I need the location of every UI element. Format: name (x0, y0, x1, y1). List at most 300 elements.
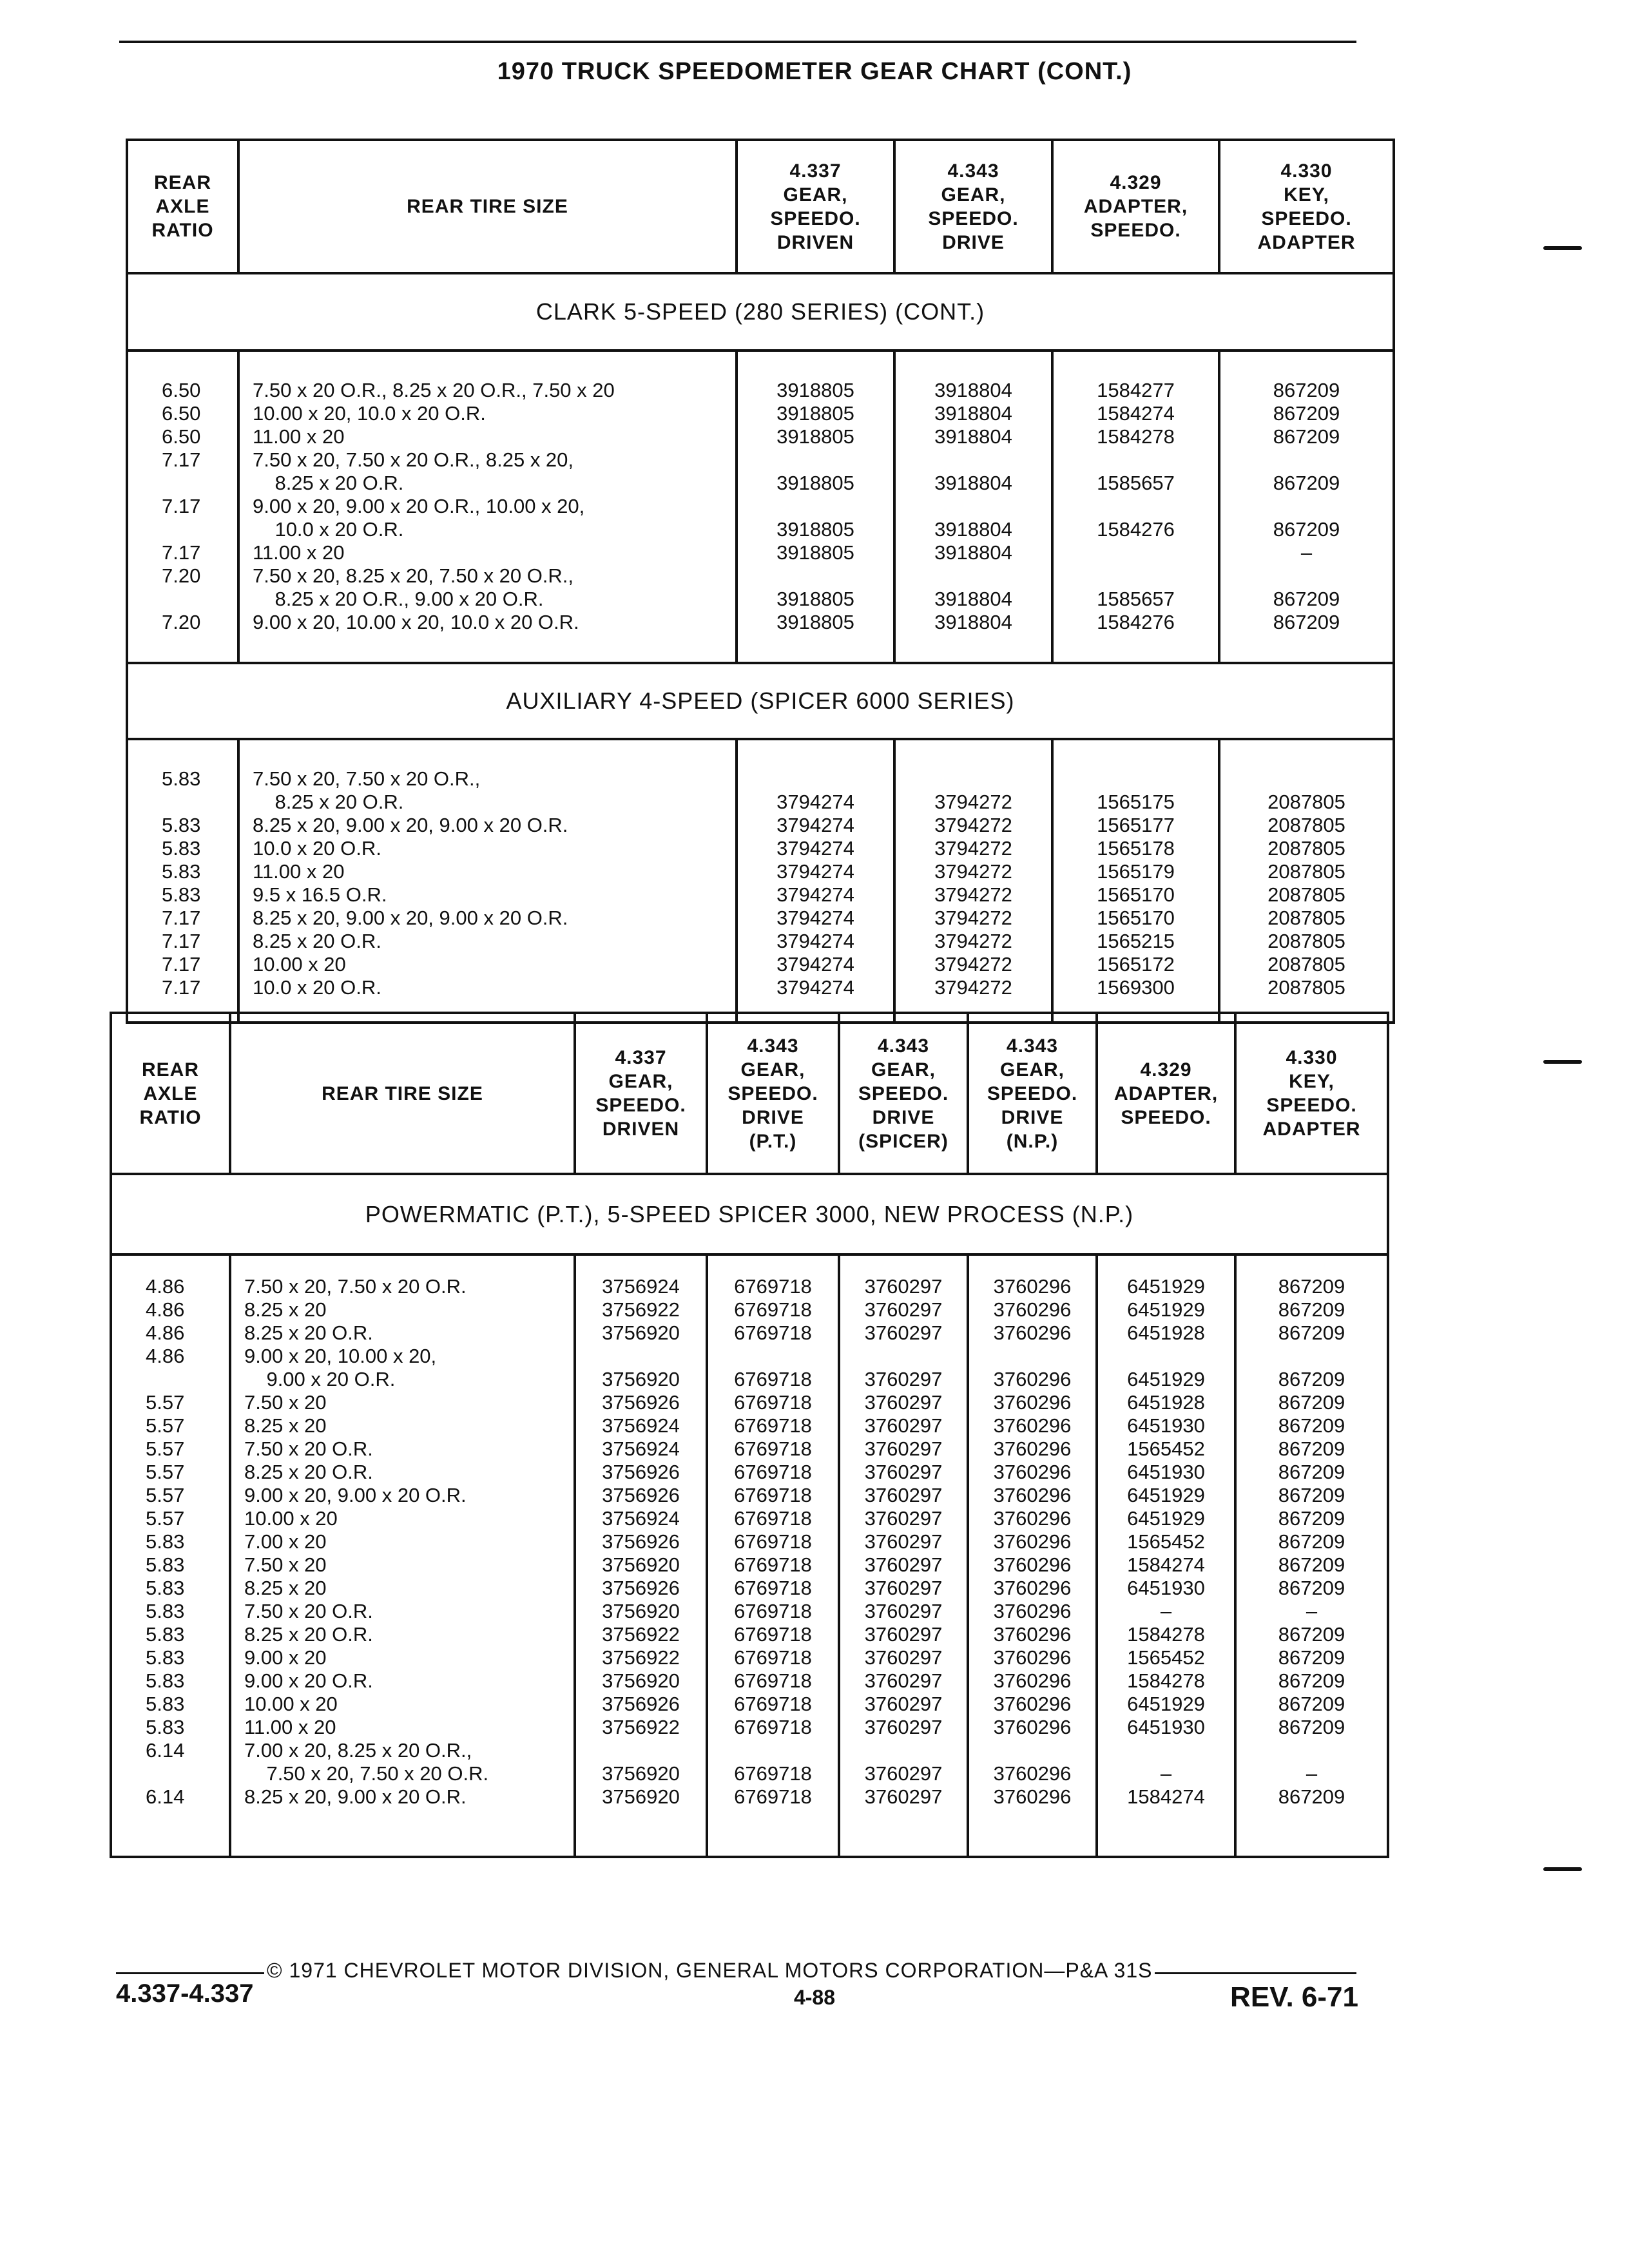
axle-ratio-cell: 5.83 (162, 837, 201, 860)
column-np (968, 1254, 1097, 1857)
part-number-cell: 3794274 (776, 907, 854, 929)
part-number-cell: 1585657 (1097, 472, 1175, 494)
part-number-cell: 3918804 (934, 472, 1012, 494)
part-number-cell: 3760297 (864, 1646, 943, 1669)
section-body-clark (127, 351, 1394, 663)
header-line: ADAPTER (1262, 1119, 1361, 1140)
part-number-cell: 1565170 (1097, 907, 1175, 929)
part-number-cell: – (1306, 1600, 1318, 1622)
part-number-cell: 867209 (1278, 1461, 1345, 1483)
axle-ratio-cell: 5.83 (146, 1646, 185, 1669)
part-number-cell: 3918804 (934, 541, 1012, 564)
header-line: KEY, (1289, 1071, 1335, 1092)
part-number-cell: 867209 (1278, 1577, 1345, 1599)
part-number-cell: 2087805 (1268, 837, 1345, 860)
part-number-cell: 3794272 (934, 953, 1012, 975)
column-adapter (1052, 739, 1219, 1023)
part-number-cell: 867209 (1273, 472, 1340, 494)
axle-ratio-cell: 5.83 (162, 814, 201, 836)
part-number-cell: 3756926 (602, 1484, 680, 1506)
part-number-cell: 867209 (1278, 1368, 1345, 1390)
part-number-cell: 3918804 (934, 588, 1012, 610)
part-number-cell: 3760297 (864, 1484, 943, 1506)
header-rear-tire-size (230, 1013, 575, 1174)
part-number-cell: 3760297 (864, 1762, 943, 1785)
header-line: SPEEDO. (1266, 1095, 1357, 1116)
axle-ratio-cell: 5.83 (146, 1530, 185, 1553)
footer-page-number: 4-88 (793, 1986, 836, 2009)
header-line: 4.343 (1006, 1035, 1059, 1057)
part-number-cell: 6451930 (1127, 1577, 1205, 1599)
part-number-cell: 3756922 (602, 1646, 680, 1669)
part-number-cell: 3760297 (864, 1669, 943, 1692)
binder-mark (1543, 246, 1582, 250)
header-rear-axle-ratio (127, 140, 238, 273)
part-number-cell: 6769718 (734, 1391, 812, 1414)
footer-section-number: 4.337-4.337 (116, 1979, 254, 2008)
part-number-cell: 6769718 (734, 1716, 812, 1738)
header-line: AXLE (143, 1082, 198, 1104)
part-number-cell: 3760296 (993, 1577, 1072, 1599)
part-number-cell: 3794274 (776, 953, 854, 975)
tire-size-cell: 11.00 x 20 (253, 860, 345, 883)
part-number-cell: 3760297 (864, 1321, 943, 1344)
part-number-cell: 3760297 (864, 1507, 943, 1530)
part-number-cell: 3760297 (864, 1577, 943, 1599)
part-number-cell: 6769718 (734, 1553, 812, 1576)
part-number-cell: 3794274 (776, 930, 854, 952)
part-number-cell: 3760297 (864, 1693, 943, 1715)
axle-ratio-cell: 4.86 (146, 1298, 185, 1321)
tire-size-cell: 8.25 x 20 O.R. (253, 472, 404, 494)
speedo-gear-table-powermatic (110, 1012, 1389, 1858)
part-number-cell: 1585657 (1097, 588, 1175, 610)
part-number-cell: 2087805 (1268, 883, 1345, 906)
axle-ratio-cell: 4.86 (146, 1321, 185, 1344)
axle-ratio-cell: 4.86 (146, 1275, 185, 1298)
tire-size-cell: 7.50 x 20, 7.50 x 20 O.R., (253, 767, 481, 790)
part-number-cell: 3756926 (602, 1577, 680, 1599)
part-number-cell: 867209 (1278, 1693, 1345, 1715)
part-number-cell: 3760296 (993, 1368, 1072, 1390)
part-number-cell: 6769718 (734, 1461, 812, 1483)
header-line: SPEEDO. (595, 1095, 686, 1116)
column-tire (238, 739, 737, 1023)
part-number-cell: 6451930 (1127, 1716, 1205, 1738)
axle-ratio-cell: 7.17 (162, 541, 201, 564)
part-number-cell: 6451929 (1127, 1484, 1205, 1506)
tire-size-cell: 10.0 x 20 O.R. (253, 518, 404, 541)
part-number-cell: 6451928 (1127, 1391, 1205, 1414)
header-line: 4.337 (615, 1047, 667, 1068)
axle-ratio-cell: 5.57 (146, 1391, 185, 1414)
header-gear-speedo-driven (575, 1013, 707, 1174)
part-number-cell: 3760297 (864, 1553, 943, 1576)
part-number-cell: 867209 (1273, 588, 1340, 610)
header-line: GEAR, (783, 184, 848, 206)
part-number-cell: 6451928 (1127, 1321, 1205, 1344)
part-number-cell: 3756920 (602, 1321, 680, 1344)
section-title-auxiliary: AUXILIARY 4-SPEED (SPICER 6000 SERIES) (127, 663, 1394, 739)
part-number-cell: 1584278 (1127, 1623, 1205, 1646)
part-number-cell: 3760297 (864, 1623, 943, 1646)
axle-ratio-cell: 5.83 (146, 1553, 185, 1576)
header-line: AXLE (155, 196, 210, 217)
tire-size-cell: 7.50 x 20 (244, 1391, 327, 1414)
part-number-cell: 1565175 (1097, 791, 1175, 813)
part-number-cell: 867209 (1278, 1321, 1345, 1344)
axle-ratio-cell: 5.83 (146, 1600, 185, 1622)
header-adapter-speedo (1097, 1013, 1235, 1174)
part-number-cell: 3760296 (993, 1298, 1072, 1321)
part-number-cell: 3918804 (934, 611, 1012, 633)
part-number-cell: 6769718 (734, 1669, 812, 1692)
tire-size-cell: 11.00 x 20 (253, 541, 345, 564)
part-number-cell: 3760296 (993, 1785, 1072, 1808)
part-number-cell: – (1160, 1600, 1172, 1622)
axle-ratio-cell: 5.57 (146, 1437, 185, 1460)
footer-copyright: © 1971 CHEVROLET MOTOR DIVISION, GENERAL MOTORS CORPORATION—P&A 31S (264, 1959, 1155, 1983)
part-number-cell: 3760296 (993, 1693, 1072, 1715)
part-number-cell: 3760296 (993, 1553, 1072, 1576)
header-line: (N.P.) (1006, 1130, 1059, 1152)
part-number-cell: 867209 (1273, 425, 1340, 448)
header-gear-speedo-drive-spicer (839, 1013, 968, 1174)
part-number-cell: 3760297 (864, 1437, 943, 1460)
header-line: REAR (153, 172, 211, 193)
header-rear-tire-size (238, 140, 737, 273)
part-number-cell: 3760297 (864, 1600, 943, 1622)
part-number-cell: 3918805 (776, 588, 854, 610)
axle-ratio-cell: 6.50 (162, 425, 201, 448)
part-number-cell: 3756920 (602, 1368, 680, 1390)
section-title-powermatic: POWERMATIC (P.T.), 5-SPEED SPICER 3000, NEW PROCESS (N.P.) (111, 1174, 1388, 1254)
tire-size-cell: 9.00 x 20 O.R. (244, 1669, 373, 1692)
binder-mark (1543, 1867, 1582, 1871)
part-number-cell: 3794274 (776, 814, 854, 836)
part-number-cell: 1565172 (1097, 953, 1175, 975)
header-rear-axle-ratio (111, 1013, 230, 1174)
header-line: SPEEDO. (928, 207, 1019, 229)
part-number-cell: 3794272 (934, 860, 1012, 883)
tire-size-cell: 7.50 x 20, 7.50 x 20 O.R., 8.25 x 20, (253, 448, 574, 471)
header-line: (P.T.) (749, 1130, 797, 1152)
part-number-cell: 6769718 (734, 1484, 812, 1506)
header-line: ADAPTER, (1083, 196, 1188, 217)
axle-ratio-cell: 5.83 (162, 767, 201, 790)
part-number-cell: 6769718 (734, 1600, 812, 1622)
part-number-cell: 6769718 (734, 1530, 812, 1553)
header-line: DRIVEN (776, 231, 854, 253)
part-number-cell: 3756922 (602, 1298, 680, 1321)
part-number-cell: 6451929 (1127, 1298, 1205, 1321)
tire-size-cell: 7.50 x 20, 7.50 x 20 O.R. (244, 1762, 489, 1785)
part-number-cell: 1565452 (1127, 1646, 1205, 1669)
tire-size-cell: 9.00 x 20 (244, 1646, 327, 1669)
part-number-cell: 3794272 (934, 976, 1012, 999)
page-title: 1970 TRUCK SPEEDOMETER GEAR CHART (CONT.) (497, 58, 1132, 85)
table1-header-row (127, 140, 1394, 273)
part-number-cell: 1584276 (1097, 518, 1175, 541)
part-number-cell: 3756924 (602, 1414, 680, 1437)
header-line: KEY, (1284, 184, 1329, 206)
part-number-cell: 3918805 (776, 425, 854, 448)
part-number-cell (1054, 541, 1218, 564)
part-number-cell: 3760297 (864, 1368, 943, 1390)
part-number-cell: 1565178 (1097, 837, 1175, 860)
header-line: DRIVE (942, 231, 1005, 253)
axle-ratio-cell: 7.17 (162, 448, 201, 471)
part-number-cell: 6451929 (1127, 1693, 1205, 1715)
part-number-cell: 1565215 (1097, 930, 1175, 952)
part-number-cell: 3756920 (602, 1600, 680, 1622)
part-number-cell: 3756926 (602, 1461, 680, 1483)
part-number-cell: 6769718 (734, 1437, 812, 1460)
tire-size-cell: 9.00 x 20, 10.00 x 20, (244, 1345, 437, 1367)
part-number-cell: 3760296 (993, 1507, 1072, 1530)
part-number-cell: 867209 (1278, 1391, 1345, 1414)
part-number-cell: 3760296 (993, 1275, 1072, 1298)
part-number-cell: 1565179 (1097, 860, 1175, 883)
tire-size-cell: 9.00 x 20 O.R. (244, 1368, 396, 1390)
tire-size-cell: 11.00 x 20 (253, 425, 345, 448)
part-number-cell: 3760296 (993, 1461, 1072, 1483)
header-line: RATIO (151, 220, 214, 241)
axle-ratio-cell: 5.83 (146, 1693, 185, 1715)
part-number-cell: 867209 (1273, 518, 1340, 541)
column-driven (575, 1254, 707, 1857)
part-number-cell: 3760296 (993, 1716, 1072, 1738)
part-number-cell: 3760297 (864, 1530, 943, 1553)
header-line: REAR TIRE SIZE (322, 1082, 483, 1104)
part-number-cell: 3760296 (993, 1623, 1072, 1646)
tire-size-cell: 7.50 x 20 O.R. (244, 1437, 373, 1460)
part-number-cell: 3756920 (602, 1785, 680, 1808)
tire-size-cell: 11.00 x 20 (244, 1716, 336, 1738)
part-number-cell: 1584276 (1097, 611, 1175, 633)
axle-ratio-cell: 5.83 (162, 860, 201, 883)
header-line: 4.329 (1140, 1059, 1192, 1081)
part-number-cell: 3760297 (864, 1461, 943, 1483)
column-ratio (127, 351, 238, 663)
part-number-cell: 3918805 (776, 379, 854, 401)
part-number-cell: 3760297 (864, 1298, 943, 1321)
part-number-cell: 6769718 (734, 1762, 812, 1785)
tire-size-cell: 8.25 x 20, 9.00 x 20, 9.00 x 20 O.R. (253, 814, 568, 836)
header-line: SPEEDO. (987, 1082, 1078, 1104)
part-number-cell: 3760296 (993, 1437, 1072, 1460)
tire-size-cell: 8.25 x 20, 9.00 x 20, 9.00 x 20 O.R. (253, 907, 568, 929)
part-number-cell: 3794274 (776, 860, 854, 883)
tire-size-cell: 8.25 x 20 O.R. (244, 1461, 373, 1483)
part-number-cell: 867209 (1278, 1785, 1345, 1808)
tire-size-cell: 8.25 x 20, 9.00 x 20 O.R. (244, 1785, 467, 1808)
column-spicer (839, 1254, 968, 1857)
part-number-cell: 867209 (1278, 1646, 1345, 1669)
column-drive (894, 739, 1052, 1023)
column-ratio (111, 1254, 230, 1857)
tire-size-cell: 7.50 x 20 O.R., 8.25 x 20 O.R., 7.50 x 20 (253, 379, 615, 401)
speedo-gear-table-clark-aux (126, 139, 1395, 1024)
part-number-cell: 2087805 (1268, 860, 1345, 883)
header-line: GEAR, (999, 1059, 1065, 1081)
axle-ratio-cell: 5.83 (146, 1716, 185, 1738)
part-number-cell: 3760296 (993, 1646, 1072, 1669)
part-number-cell: 3756924 (602, 1507, 680, 1530)
tire-size-cell: 8.25 x 20 O.R. (253, 791, 404, 813)
axle-ratio-cell: 5.83 (146, 1577, 185, 1599)
footer-revision: REV. 6-71 (1230, 1981, 1358, 2013)
header-line: RATIO (139, 1106, 202, 1128)
header-line: (SPICER) (858, 1130, 949, 1152)
part-number-cell: 1584274 (1097, 402, 1175, 425)
part-number-cell: 1569300 (1097, 976, 1175, 999)
part-number-cell: 867209 (1278, 1530, 1345, 1553)
column-key (1235, 1254, 1388, 1857)
part-number-cell: 3760297 (864, 1716, 943, 1738)
header-line: DRIVEN (602, 1119, 680, 1140)
header-line: DRIVE (742, 1106, 804, 1128)
section-body-powermatic (111, 1254, 1388, 1857)
header-line: GEAR, (941, 184, 1006, 206)
part-number-cell: 3760297 (864, 1414, 943, 1437)
header-line: SPEEDO. (770, 207, 861, 229)
header-line: 4.330 (1280, 160, 1333, 182)
part-number-cell: 3918805 (776, 402, 854, 425)
part-number-cell: 6451929 (1127, 1507, 1205, 1530)
header-gear-speedo-drive-pt (707, 1013, 839, 1174)
part-number-cell: 3760296 (993, 1391, 1072, 1414)
part-number-cell: 6769718 (734, 1414, 812, 1437)
header-line: DRIVE (1001, 1106, 1064, 1128)
top-rule (119, 41, 1356, 43)
part-number-cell: 6769718 (734, 1368, 812, 1390)
part-number-cell: 3756926 (602, 1530, 680, 1553)
part-number-cell: 3756922 (602, 1716, 680, 1738)
part-number-cell: 867209 (1278, 1553, 1345, 1576)
part-number-cell: 3760296 (993, 1414, 1072, 1437)
part-number-cell: 6451930 (1127, 1461, 1205, 1483)
axle-ratio-cell: 7.17 (162, 930, 201, 952)
part-number-cell: 3760296 (993, 1321, 1072, 1344)
tire-size-cell: 10.0 x 20 O.R. (253, 837, 381, 860)
part-number-cell: 2087805 (1268, 953, 1345, 975)
axle-ratio-cell: 5.57 (146, 1461, 185, 1483)
part-number-cell: 3794274 (776, 837, 854, 860)
part-number-cell: 2087805 (1268, 907, 1345, 929)
header-line: SPEEDO. (1261, 207, 1352, 229)
part-number-cell: 1584277 (1097, 379, 1175, 401)
part-number-cell: 1565177 (1097, 814, 1175, 836)
axle-ratio-cell: 4.86 (146, 1345, 185, 1367)
axle-ratio-cell: 7.17 (162, 976, 201, 999)
header-line: GEAR, (608, 1071, 673, 1092)
part-number-cell: 3794272 (934, 907, 1012, 929)
part-number-cell: 3794272 (934, 791, 1012, 813)
part-number-cell: 6769718 (734, 1623, 812, 1646)
part-number-cell: 3756920 (602, 1553, 680, 1576)
section-title-clark: CLARK 5-SPEED (280 SERIES) (CONT.) (127, 273, 1394, 351)
part-number-cell: 867209 (1278, 1623, 1345, 1646)
header-gear-speedo-driven (737, 140, 894, 273)
axle-ratio-cell: 7.17 (162, 907, 201, 929)
tire-size-cell: 7.50 x 20, 8.25 x 20, 7.50 x 20 O.R., (253, 564, 574, 587)
part-number-cell: 2087805 (1268, 791, 1345, 813)
header-key-speedo-adapter (1235, 1013, 1388, 1174)
header-line: SPEEDO. (858, 1082, 949, 1104)
part-number-cell: 2087805 (1268, 814, 1345, 836)
part-number-cell: 3794272 (934, 930, 1012, 952)
part-number-cell: 3756924 (602, 1275, 680, 1298)
part-number-cell: 3756922 (602, 1623, 680, 1646)
axle-ratio-cell: 6.14 (146, 1785, 185, 1808)
part-number-cell: 3794274 (776, 976, 854, 999)
column-ratio (127, 739, 238, 1023)
tire-size-cell: 9.5 x 16.5 O.R. (253, 883, 387, 906)
part-number-cell: 867209 (1278, 1669, 1345, 1692)
part-number-cell: 3760296 (993, 1530, 1072, 1553)
column-pt (707, 1254, 839, 1857)
part-number-cell: 6769718 (734, 1577, 812, 1599)
header-line: GEAR, (740, 1059, 805, 1081)
tire-size-cell: 10.0 x 20 O.R. (253, 976, 381, 999)
tire-size-cell: 8.25 x 20 O.R. (244, 1321, 373, 1344)
part-number-cell: 3760296 (993, 1669, 1072, 1692)
part-number-cell: 6769718 (734, 1275, 812, 1298)
part-number-cell: 3760297 (864, 1275, 943, 1298)
tire-size-cell: 7.50 x 20, 7.50 x 20 O.R. (244, 1275, 467, 1298)
tire-size-cell: 9.00 x 20, 10.00 x 20, 10.0 x 20 O.R. (253, 611, 579, 633)
header-line: SPEEDO. (728, 1082, 818, 1104)
tire-size-cell: 8.25 x 20 O.R. (253, 930, 381, 952)
part-number-cell: 6769718 (734, 1298, 812, 1321)
part-number-cell: 3918805 (776, 518, 854, 541)
binder-mark (1543, 1060, 1582, 1064)
part-number-cell: 867209 (1273, 611, 1340, 633)
part-number-cell: 867209 (1278, 1414, 1345, 1437)
part-number-cell: 3756926 (602, 1391, 680, 1414)
part-number-cell: 1565452 (1127, 1530, 1205, 1553)
part-number-cell: 2087805 (1268, 930, 1345, 952)
tire-size-cell: 7.50 x 20 O.R. (244, 1600, 373, 1622)
part-number-cell: 867209 (1278, 1298, 1345, 1321)
tire-size-cell: 10.00 x 20 (244, 1693, 338, 1715)
column-adapter (1052, 351, 1219, 663)
part-number-cell: 3794274 (776, 791, 854, 813)
part-number-cell: 6769718 (734, 1693, 812, 1715)
header-key-speedo-adapter (1219, 140, 1394, 273)
column-driven (737, 351, 894, 663)
column-key (1219, 351, 1394, 663)
part-number-cell: 867209 (1278, 1484, 1345, 1506)
column-driven (737, 739, 894, 1023)
part-number-cell: 867209 (1278, 1437, 1345, 1460)
part-number-cell: 3918804 (934, 518, 1012, 541)
tire-size-cell: 8.25 x 20 (244, 1577, 327, 1599)
axle-ratio-cell: 5.57 (146, 1507, 185, 1530)
part-number-cell: – (1306, 1762, 1318, 1785)
tire-size-cell: 8.25 x 20 O.R., 9.00 x 20 O.R. (253, 588, 544, 610)
part-number-cell: 867209 (1278, 1275, 1345, 1298)
part-number-cell: 867209 (1278, 1507, 1345, 1530)
part-number-cell: 3760297 (864, 1785, 943, 1808)
tire-size-cell: 7.00 x 20 (244, 1530, 327, 1553)
header-line: 4.329 (1110, 172, 1162, 193)
tire-size-cell: 10.00 x 20, 10.0 x 20 O.R. (253, 402, 486, 425)
header-line: SPEEDO. (1090, 220, 1181, 241)
header-line: ADAPTER (1257, 231, 1356, 253)
column-drive (894, 351, 1052, 663)
